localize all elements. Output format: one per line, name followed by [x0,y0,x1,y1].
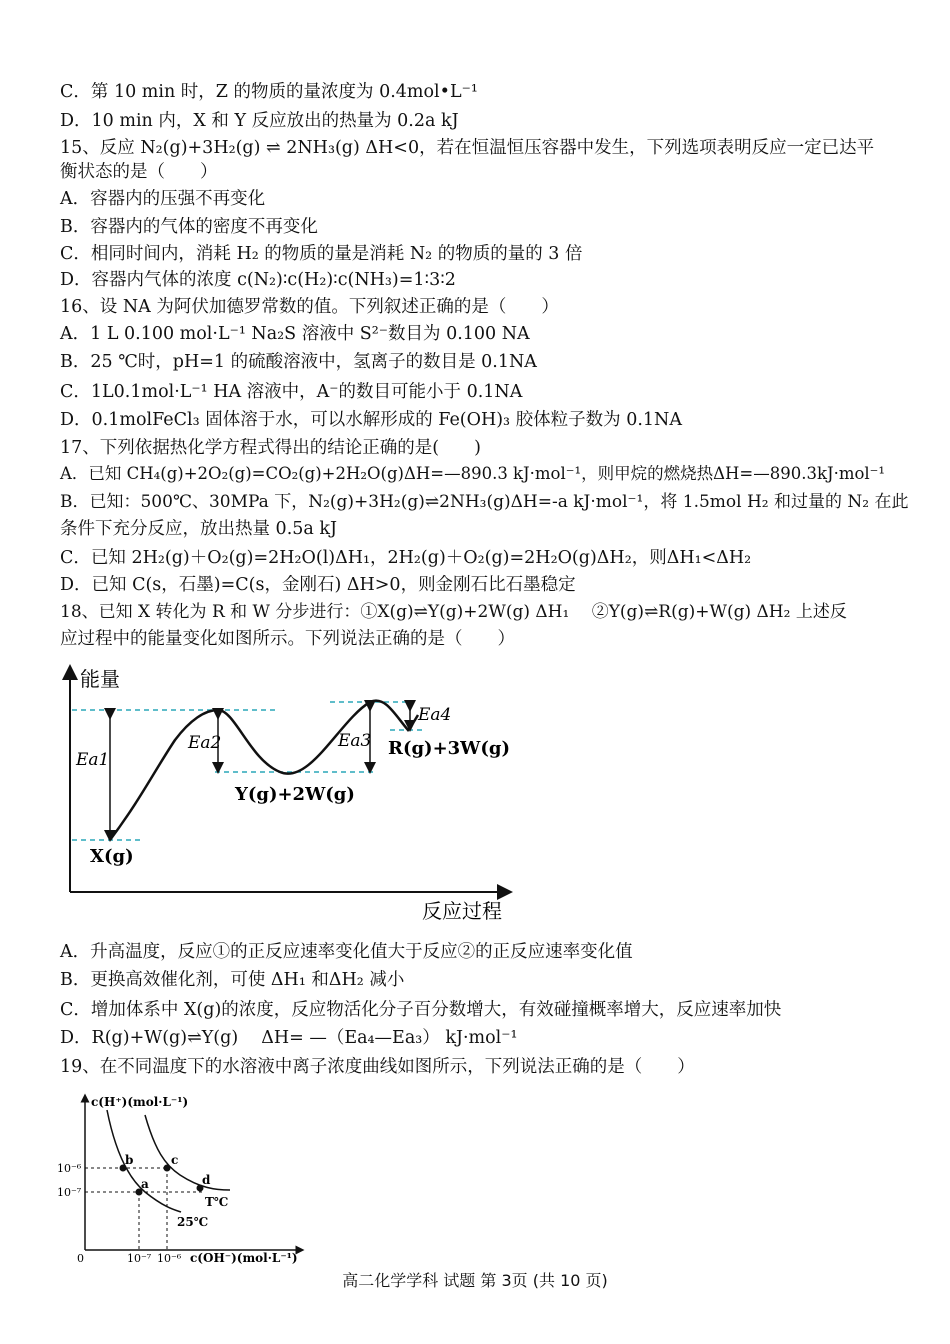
option-d: D．0.1molFeCl₃ 固体溶于水，可以水解形成的 Fe(OH)₃ 胶体粒子数为 0.1NA [60,410,682,430]
question-17-stem: 17、下列依据热化学方程式得出的结论正确的是( ) [60,438,481,458]
option-d: D．已知 C(s，石墨)=C(s，金刚石) ΔH>0，则金刚石比石墨稳定 [60,575,576,595]
option-c: C．增加体系中 X(g)的浓度，反应物活化分子百分数增大，有效碰撞概率增大，反应速率加快 [60,1000,782,1020]
curve-tc [145,1115,230,1190]
ea2-label: Ea2 [188,733,222,753]
option-c: C．相同时间内，消耗 H₂ 的物质的量是消耗 N₂ 的物质的量的 3 倍 [60,244,583,264]
ea1-label: Ea1 [76,750,110,770]
option-c: C．1L0.1mol·L⁻¹ HA 溶液中，A⁻的数目可能小于 0.1NA [60,382,523,402]
option-a: A．已知 CH₄(g)+2O₂(g)=CO₂(g)+2H₂O(g)ΔH=—890.3 kJ·mol⁻¹，则甲烷的燃烧热ΔH=—890.3kJ·mol⁻¹ [60,464,885,483]
y-tick: 10⁻⁶ [57,1162,82,1175]
ea4-label: Ea4 [418,705,452,725]
question-18-stem: 18、已知 X 转化为 R 和 W 分步进行：①X(g)⇌Y(g)+2W(g) ΔH₁ ②Y(g)⇌R(g)+W(g) ΔH₂ 上述反 [60,602,847,622]
ea3-label: Ea3 [338,731,372,751]
y-axis-label: 能量 [80,667,120,691]
question-19-stem: 19、在不同温度下的水溶液中离子浓度曲线如图所示，下列说法正确的是（ ） [60,1057,695,1077]
question-16-stem: 16、设 NA 为阿伏加德罗常数的值。下列叙述正确的是（ ） [60,297,559,317]
curve-tc-label: T℃ [205,1195,229,1209]
y-axis-label: c(H⁺)(mol·L⁻¹) [91,1095,189,1109]
option-c: C．已知 2H₂(g)＋O₂(g)=2H₂O(l)ΔH₁，2H₂(g)＋O₂(g)=2H₂O(g)ΔH₂，则ΔH₁<ΔH₂ [60,548,752,568]
x-axis-label: 反应过程 [422,899,502,923]
text-line: C．第 10 min 时，Z 的物质的量浓度为 0.4mol•L⁻¹ [60,82,478,102]
option-b: B．更换高效催化剂，可使 ΔH₁ 和ΔH₂ 减小 [60,970,405,990]
curve-25c-label: 25℃ [177,1215,209,1229]
option-a: A．容器内的压强不再变化 [60,189,266,209]
x-axis-label: c(OH⁻)(mol·L⁻¹) [190,1251,298,1265]
option-b: B．已知：500℃、30MPa 下，N₂(g)+3H₂(g)⇌2NH₃(g)ΔH=-a kJ·mol⁻¹，将 1.5mol H₂ 和过量的 N₂ 在此 [60,492,909,512]
point-d-label: d [202,1173,211,1187]
option-b: B．容器内的气体的密度不再变化 [60,217,318,237]
curve-25c [107,1110,181,1212]
energy-curve [110,701,418,840]
origin-label: 0 [77,1252,84,1265]
x-tick: 10⁻⁶ [157,1252,182,1265]
option-d: D．R(g)+W(g)⇌Y(g) ΔH= —（Ea₄—Ea₃） kJ·mol⁻¹ [60,1028,518,1048]
text-line: 应过程中的能量变化如图所示。下列说法正确的是（ ） [60,629,515,649]
text-line: 衡状态的是（ ） [60,162,218,182]
ion-concentration-diagram [55,1090,315,1270]
text-line: 条件下充分反应，放出热量 0.5a kJ [60,519,338,539]
point-b-label: b [125,1153,134,1167]
x-tick: 10⁻⁷ [127,1252,152,1265]
option-a: A．升高温度，反应①的正反应速率变化值大于反应②的正反应速率变化值 [60,942,633,962]
question-15-stem: 15、反应 N₂(g)+3H₂(g) ⇌ 2NH₃(g) ΔH<0，若在恒温恒压容器中发生，下列选项表明反应一定已达平 [60,138,875,158]
text-line: D．10 min 内，X 和 Y 反应放出的热量为 0.2a kJ [60,111,459,131]
option-b: B．25 ℃时，pH=1 的硫酸溶液中，氢离子的数目是 0.1NA [60,352,537,372]
y-species-label: Y(g)+2W(g) [235,784,355,805]
option-a: A．1 L 0.100 mol·L⁻¹ Na₂S 溶液中 S²⁻数目为 0.100 NA [60,324,530,344]
point-c-label: c [171,1153,179,1167]
option-d: D．容器内气体的浓度 c(N₂)∶c(H₂)∶c(NH₃)=1∶3∶2 [60,270,456,290]
point-a-label: a [141,1177,149,1191]
x-species-label: X(g) [90,846,134,867]
r-species-label: R(g)+3W(g) [388,738,511,759]
point-c [164,1165,171,1172]
energy-diagram [60,660,520,930]
y-tick: 10⁻⁷ [57,1186,82,1199]
page-footer: 高二化学学科 试题 第 3页 (共 10 页) [342,1271,608,1290]
